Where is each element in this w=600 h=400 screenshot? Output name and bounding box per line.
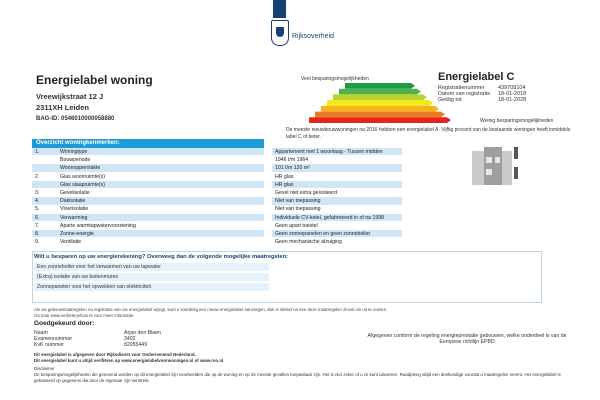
measures-link-note: Ga naar www.verbeterjehuis.nl voor meer informatie. [34, 313, 135, 318]
characteristics-heading: Overzicht woningkenmerken: [32, 139, 264, 148]
measure-item: Een zonneboiler voor het verwarmen van uw tapwater [34, 263, 269, 271]
row-value: HR glas [272, 173, 402, 180]
characteristics-table [32, 148, 532, 246]
row-number: 3. [35, 189, 40, 196]
characteristic-label-cell [32, 189, 264, 196]
characteristic-row [32, 230, 532, 238]
row-value: Geen zonnepanelen en geen zonneboiler [272, 230, 402, 237]
row-name: Bouwperiode [60, 157, 91, 164]
scale-top-text: Veel besparingsmogelijkheden [301, 76, 369, 82]
characteristic-row [32, 222, 532, 230]
row-name: Verwarming [60, 214, 88, 221]
brand-name: Rijksoverheid [292, 33, 335, 40]
characteristic-label-cell [32, 222, 264, 229]
house-icon [470, 143, 520, 187]
characteristic-row [32, 214, 532, 222]
row-number: 4. [35, 198, 40, 205]
bag-id: BAG-ID: 0546010000058880 [36, 116, 115, 122]
measure-item: Zonnepanelen voor het opwekken van elektriciteit [34, 283, 269, 291]
row-value: 101 t/m 120 m² [272, 164, 402, 171]
crest-icon [271, 20, 289, 46]
row-name: Dakisolatie [60, 198, 86, 205]
characteristic-label-cell [32, 181, 264, 188]
characteristic-row [32, 156, 532, 164]
row-number: 2. [35, 173, 40, 180]
measures-note: Als uw gebouwmaatregelen na registratie van uw energielabel wijzigt, kunt u voordelig een nieuw energielabel aanvragen, dan is stelsel na een deze maatregelen zinvol om uit te voeren. [34, 307, 388, 312]
row-name: Glas woonruimte(s) [60, 173, 105, 180]
disclaimer-heading: Disclaimer [34, 366, 55, 371]
meta-label: Datum van registratie [438, 91, 491, 97]
row-number: 1. [35, 149, 40, 155]
row-name: Vloerisolatie [60, 206, 89, 213]
row-value: Niet van toepassing [272, 197, 402, 204]
label-info: De meeste nieuwbouwwoningen na 2016 hebben een energielabel A. Vijftig procent van de bestaande woningen heeft inmiddels label C of beter. [286, 127, 571, 140]
approval-label: Naam [34, 330, 48, 336]
scale-band [315, 112, 445, 118]
approval-value: 82055449 [124, 342, 148, 348]
meta-label: Registratienummer [438, 85, 485, 91]
row-number: 6. [35, 214, 40, 221]
characteristic-label-cell [32, 214, 264, 221]
logo-ribbon [273, 0, 286, 18]
scale-band [309, 117, 451, 123]
disclaimer-text: De besparingsmogelijkheden die genoemd worden op dit energielabel zijn voorbeelden die op de woning en op de meeste gevallen toepasbaar zijn. Het is niet zeker of u ze kunt uitvoeren. Raadpleeg altijd een deskundige voordat u maatregelen neemt. Het energielabel is gebaseerd op gegevens die door de eigenaar zijn verstrekt. [34, 372, 561, 383]
characteristic-row [32, 197, 532, 205]
row-name: Ventilatie [60, 239, 82, 246]
meta-value: 439709104 [498, 85, 526, 91]
row-number: 7. [35, 222, 40, 229]
characteristic-row [32, 148, 532, 156]
row-value: Appartement met 1 woonlaag - Tussen midden [272, 148, 402, 155]
page-title: Energielabel woning [36, 73, 153, 87]
characteristic-label-cell [32, 238, 264, 245]
energy-scale [300, 83, 460, 123]
row-value: Gevel niet extra geïsoleerd [272, 189, 402, 196]
characteristic-row [32, 238, 532, 246]
characteristic-label-cell [32, 205, 264, 212]
approval-label: KvK nummer [34, 342, 64, 348]
footer-verify: Dit energielabel kunt u altijd verifiëren op www.energielabelvoorwoningen.nl of www.rvo.nl [34, 358, 224, 363]
approval-kvk [34, 342, 234, 348]
meta-value: 18-01-2028 [498, 97, 527, 103]
row-name: Woonoppervlakte [60, 165, 101, 172]
characteristic-label-cell [32, 173, 264, 180]
characteristic-label-cell [32, 156, 264, 163]
label-title: Energielabel C [438, 71, 515, 83]
characteristic-label-cell [32, 197, 264, 204]
approval-value: 3402 [124, 336, 136, 342]
row-name: Zonne-energie [60, 230, 94, 237]
characteristic-label-cell [32, 148, 264, 155]
characteristic-label-cell [32, 230, 264, 237]
row-name: Aparte warmtapwatervoorziening [60, 222, 136, 229]
meta-valid [438, 97, 573, 103]
characteristic-row [32, 181, 532, 189]
scale-bottom-text: Weinig besparingsmogelijkheden [480, 118, 554, 124]
row-value: Geen mechanische afzuiging [272, 238, 402, 245]
row-value: HR glas [272, 181, 402, 188]
approval-heading: Goedgekeurd door: [34, 320, 95, 327]
address-street: Vreewijkstraat 12 J [36, 92, 104, 101]
characteristic-row [32, 164, 532, 172]
row-number: 5. [35, 206, 40, 213]
address-city: 2311XH Leiden [36, 103, 89, 112]
characteristic-label-cell [32, 164, 264, 171]
row-name: Gevelisolatie [60, 189, 90, 196]
scale-band [327, 100, 433, 106]
measure-item: (Extra) isolatie van uw buitenmuren [34, 273, 269, 281]
approval-label: Examennummer [34, 336, 73, 342]
row-number: 8. [35, 230, 40, 237]
row-value: Niet van toepassing [272, 205, 402, 212]
scale-band [339, 89, 421, 95]
row-number: 9. [35, 239, 40, 246]
scale-band [333, 94, 427, 100]
row-value: 1946 t/m 1964 [272, 156, 402, 163]
scale-band [321, 106, 439, 112]
row-name: Glas slaapruimte(s) [60, 181, 105, 188]
characteristic-row [32, 173, 532, 181]
meta-label: Geldig tot [438, 97, 462, 103]
approval-value: Arjan den Blaen [124, 330, 161, 336]
footer-issuer: Dit energielabel is afgegeven door Rijksdienst voor Ondernemend Nederland. [34, 352, 196, 357]
meta-value: 18-01-2018 [498, 91, 527, 97]
row-value: Geen apart toestel [272, 222, 402, 229]
approval-statement: Afgegeven conform de regeling energieprestatie gebouwen, welke onderdeel is van de Europese richtlijn EPBD [367, 333, 567, 345]
scale-band [345, 83, 415, 89]
measures-question: Wilt u besparen op uw energierekening? Overweeg dan de volgende mogelijke maatregelen: [34, 254, 289, 260]
row-value: Individuele CV-ketel, gefabriceerd in of na 1998 [272, 214, 402, 221]
characteristic-row [32, 205, 532, 213]
characteristic-row [32, 189, 532, 197]
row-name: Woningtype [60, 149, 88, 155]
